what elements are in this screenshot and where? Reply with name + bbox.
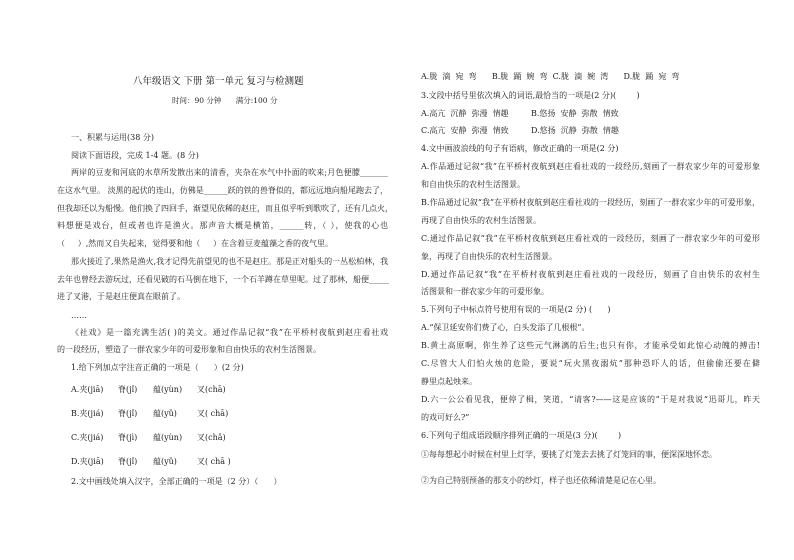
option-item: 脊(jì) xyxy=(118,433,138,442)
option-line: B.作品通过记叙“我”在平桥村夜航到赵庄看社戏的一段经历，刻画了一群农家少年的可爱形象， xyxy=(421,198,760,207)
option-line: A.作品通过记叙“我”在平桥村夜航到赵庄看社戏的一段经历,刻画了一群农家少年的可爱形象 xyxy=(421,162,760,171)
passage-ellipsis: …… xyxy=(71,311,87,320)
option-item: 脊(jǐ) xyxy=(118,385,138,394)
sentence-item: ②为自己特别预备的那支小的纱灯，样子也还依稀清楚是记在心里。 xyxy=(421,476,661,485)
option-label: D.夹(jiā) xyxy=(71,457,104,466)
option-item: 脊(jǐ) xyxy=(118,409,138,418)
exam-title: 八年级语文 下册 第一单元 复习与检测题 xyxy=(133,76,304,87)
option-line: 再现了自由快乐的农村生活图景。 xyxy=(421,216,541,225)
option-item: C.高亢 安静 弥漫 情致 xyxy=(421,126,509,135)
option-line: C.通过作品记叙“我”在平桥村夜航到赵庄看社戏的一段经历，刻画了一群农家少年的可爱形 xyxy=(421,234,760,243)
passage-line: 去年也曾经去游玩过，还看见破的石马倒在地下，一个石羊蹲在草里呢。过了那林，船便_____ xyxy=(57,275,389,284)
question-stem: 5.下列句子中标点符号使用有误的一项是(2 分) ( ) xyxy=(421,305,611,314)
sentence-item: ①每每想起小时候在村里上灯学，要挑了灯笼去去挑了灯笼回的事，便深深地怀恋。 xyxy=(421,450,717,459)
option-label: C.夹(jiá) xyxy=(71,433,104,442)
question-stem: 3.文段中括号里依次填入的词语,最恰当的一项是(2 分)( ) xyxy=(421,91,640,100)
question-stem: 1.给下列加点字注音正确的一项是（ ）(2 分) xyxy=(71,363,244,372)
section-heading: 一、积累与运用(38 分) xyxy=(71,133,154,142)
option-item: 叉( chā) xyxy=(197,409,229,418)
option-item: 叉(chǎ) xyxy=(197,433,226,442)
option-item: 蕴(yǔ) xyxy=(153,457,177,466)
option-label: B.夹(jiá) xyxy=(71,409,104,418)
option-line: C.尽管大人们怕火烛的危险，要说“玩火黑夜溺炕”那种恐吓人的话，但偷偷还要在僻 xyxy=(421,359,760,368)
option-line: B.黄土高原啊，你生养了这些元气淋漓的后生;也只有你，才能承受如此惊心动魄的搏击! xyxy=(421,341,760,350)
option-line: D.通过作品记叙“我”在平桥村夜航到赵庄看社戏的一段经历，刻画了自由快乐的农村生 xyxy=(421,270,760,279)
summary-line: 的一段经历，塑造了一群农家少年的可爱形象和自由快乐的农村生活图景。 xyxy=(57,345,321,354)
option-line: A.“保卫延安你们费了心，白头发添了几根根”。 xyxy=(421,323,590,332)
option-item: D.悠扬 沉静 弥散 情趣 xyxy=(531,126,619,135)
reading-instruction: 阅读下面语段，完成 1-4 题。(8 分) xyxy=(71,151,199,160)
passage-line: （ ）,然而又自失起来，觉得要和他（ ）在含着豆麦蕴藻之香的夜气里。 xyxy=(57,239,333,248)
option-item: 蕴(yùn) xyxy=(153,433,183,442)
option-label: A.夹(jiā) xyxy=(71,385,104,394)
summary-line: 《社戏》是一篇充满生活( )的美文。通过作品记叙“我”在平桥村夜航到赵庄看社戏 xyxy=(71,328,388,337)
passage-line: 那火接近了,果然是渔火,我才记得先前望见的也不是赵庄。那是正对船头的一丛松柏林，我 xyxy=(71,257,389,266)
option-line: 静里点起烛来。 xyxy=(421,377,477,386)
question-stem: 4.文中画波浪线的句子有语病，修改正确的一项是(2 分) xyxy=(421,144,619,153)
option-line: 的戏可好么?” xyxy=(421,413,470,422)
passage-line: 在这水气里。 淡黑的起伏的连山，仿佛是______跃的铁的兽脊似的，都远远地向船尾跑去了， xyxy=(57,186,388,195)
question-2-options: A.胧 滴 宛 弯 B.胧 踊 婉 弯 C.胧 滴 婉 湾 D.胧 踊 宛 弯 xyxy=(421,72,680,81)
question-stem: 6.下列句子组成语段顺序排列正确的一项是(3 分)( ) xyxy=(421,431,622,440)
option-line: 象，再现了自由快乐的农村生活图景。 xyxy=(421,252,557,261)
option-line: D.六一公公看见我，便停了楫，笑道，“请客?——这是应该的”于是对我说“迅哥儿，昨天 xyxy=(421,395,760,404)
option-item: A.高亢 沉静 弥漫 情趣 xyxy=(421,109,509,118)
question-2-stem: 2.文中画线处填入汉字，全部正确的一项是（2 分）（ ） xyxy=(71,477,282,486)
option-item: 叉( chā ) xyxy=(197,457,231,466)
option-line: 活图景和一群农家少年的可爱形象。 xyxy=(421,287,549,296)
passage-line: 料想便是戏台，但或者也许是渔火。那声音大概是横笛，______转，（ ），使我的心也 xyxy=(57,221,388,230)
exam-time-score: 时间：90 分钟 满分:100 分 xyxy=(172,96,278,105)
option-item: 蕴(yǔ) xyxy=(153,409,177,418)
passage-line: 两岸的豆麦和河底的水草所发散出来的清香，夹杂在水气中扑面的吹来;月色便朦_______ xyxy=(71,168,388,177)
option-line: 和自由快乐的农村生活图景。 xyxy=(421,180,525,189)
option-item: 叉(chā) xyxy=(197,385,226,394)
passage-line: 但我却还以为船慢。他们换了四回手，渐望见依稀的赵庄，而且似乎听到歌吹了，还有几点火， xyxy=(57,204,393,213)
option-item: B.悠扬 安静 弥散 情致 xyxy=(531,109,619,118)
passage-line: 进了叉港，于是赵庄便真在眼前了。 xyxy=(57,292,185,301)
option-item: 脊(jǐ) xyxy=(118,457,138,466)
option-item: 蕴(yùn) xyxy=(153,385,183,394)
